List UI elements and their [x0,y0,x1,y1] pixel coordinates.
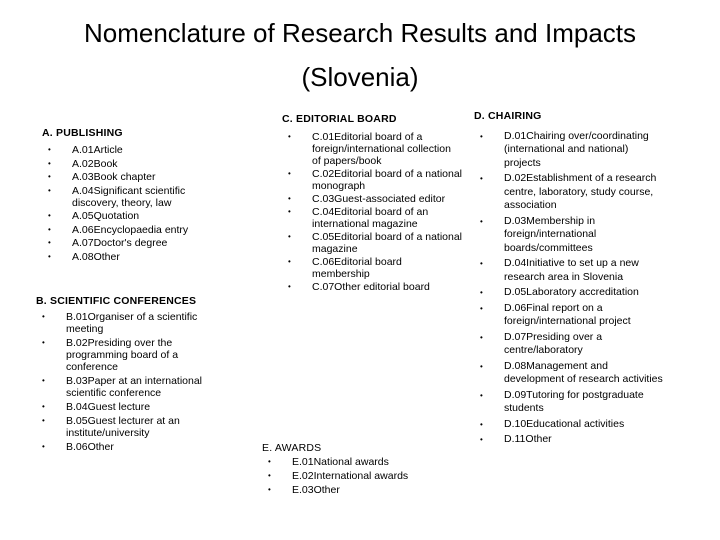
conferences-header: B. SCIENTIFIC CONFERENCES [36,295,197,307]
list-item: • E.01National awards [262,455,442,469]
list-item: • C.01Editorial board of a foreign/international collection of papers/book [282,131,462,167]
list-item: • C.02Editorial board of a national monograph [282,168,462,192]
awards-header: E. AWARDS [262,442,322,454]
publishing-header: A. PUBLISHING [42,127,123,139]
chairing-list [474,130,664,447]
list-item: • D.09Tutoring for postgraduate students [474,389,664,416]
awards-section [262,441,442,497]
list-item: • D.11Other [474,433,664,447]
list-item: • D.08Management and development of research activities [474,360,664,387]
publishing-list [42,144,212,263]
list-item: • D.06Final report on a foreign/international project [474,302,664,329]
list-item: • C.05Editorial board of a national magazine [282,231,462,255]
list-item: • D.04Initiative to set up a new research area in Slovenia [474,257,664,284]
page-title: Nomenclature of Research Results and Impacts [83,18,637,48]
list-item: • B.01Organiser of a scientific meeting [36,311,216,335]
list-item: • A.01Article [42,144,212,156]
list-item: • C.07Other editorial board [282,281,462,293]
list-item: • A.04Significant scientific discovery, theory, law [42,185,212,209]
list-item: • E.02International awards [262,469,442,483]
list-item: • D.05Laboratory accreditation [474,286,664,300]
editorial-header: C. EDITORIAL BOARD [282,113,397,125]
list-item: • D.03Membership in foreign/international boards/committees [474,215,664,256]
list-item: • D.01Chairing over/coordinating (international and national) projects [474,130,664,171]
list-item: • B.02Presiding over the programming board of a conference [36,337,216,373]
list-item: • B.06Other [36,441,216,453]
list-item: • D.07Presiding over a centre/laboratory [474,331,664,358]
editorial-list [282,131,462,293]
list-item: • A.02Book [42,158,212,170]
conferences-section [36,295,216,455]
page-subtitle: (Slovenia) [301,62,419,92]
list-item: • C.04Editorial board of an international magazine [282,206,462,230]
list-item: • A.03Book chapter [42,171,212,183]
awards-list [262,455,442,497]
list-item: • B.03Paper at an international scientific conference [36,375,216,399]
list-item: • E.03Other [262,483,442,497]
list-item: • A.07Doctor's degree [42,237,212,249]
list-item: • C.03Guest-associated editor [282,193,462,205]
conferences-list [36,311,216,453]
list-item: • B.04Guest lecture [36,401,216,413]
list-item: • A.05Quotation [42,210,212,222]
list-item: • C.06Editorial board membership [282,256,462,280]
list-item: • B.05Guest lecturer at an institute/university [36,415,216,439]
list-item: • A.08Other [42,251,212,263]
list-item: • A.06Encyclopaedia entry [42,224,212,236]
chairing-header: D. CHAIRING [474,110,542,122]
chairing-section [474,110,664,449]
publishing-section [42,127,212,264]
list-item: • D.02Establishment of a research centre, laboratory, study course, association [474,172,664,213]
list-item: • D.10Educational activities [474,418,664,432]
editorial-section [282,113,462,294]
